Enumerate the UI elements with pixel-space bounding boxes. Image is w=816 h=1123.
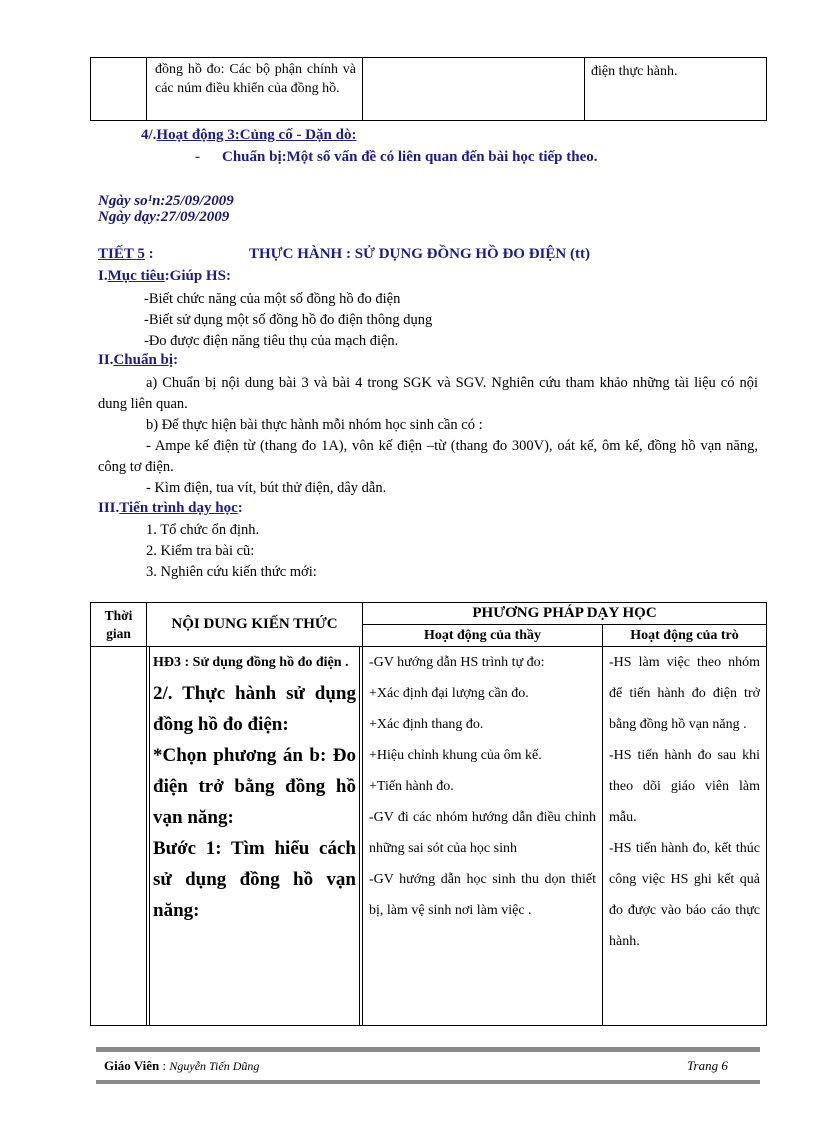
objective-item: -Biết sử dụng một số đồng hồ đo điện thông dụng (144, 312, 433, 328)
header-student: Hoạt động của trò (603, 625, 767, 647)
teacher-line: +Xác định thang đo. (369, 717, 484, 732)
top-table-cell-student: điện thực hành. (585, 58, 767, 121)
activity3-prepare: - Chuẩn bị:Một số vấn đề có liên quan đến bài học tiếp theo. (195, 149, 598, 165)
section2-body (98, 373, 758, 499)
footer-teacher: Giáo Viên : Nguyễn Tiến Dũng (104, 1058, 260, 1073)
lesson-title: THỰC HÀNH : SỬ DỤNG ĐỒNG HỒ ĐO ĐIỆN (tt) (249, 246, 590, 262)
teacher-signature: Nguyễn Tiến Dũng (169, 1059, 260, 1073)
top-table-cell-teacher (363, 58, 585, 121)
cell-student (603, 647, 767, 1026)
content-step1: Bước 1: Tìm hiểu cách sử dụng đồng hồ vạn năng: (153, 838, 356, 921)
prep-a: a) Chuẩn bị nội dung bài 3 và bài 4 trong SGK và SGV. Nghiên cứu tham khảo những tài liệu có nội dung liên quan. (98, 375, 758, 412)
content-hd3: HĐ3 : Sử dụng đồng hồ đo điện . (153, 655, 349, 670)
top-continuation-table (90, 57, 767, 121)
content-practice: 2/. Thực hành sử dụng đồng hồ đo điện: (153, 683, 356, 735)
process-item: 1. Tổ chức ổn định. (146, 522, 260, 538)
prep-b: b) Để thực hiện bài thực hành mỗi nhóm học sinh cần có : (146, 417, 483, 433)
cell-time (91, 647, 147, 1026)
cell-teacher (363, 647, 603, 1026)
objective-item: -Đo được điện năng tiêu thụ của mạch điện. (144, 333, 399, 349)
top-table-cell-time (91, 58, 147, 121)
date-taught: Ngày dạy:27/09/2009 (98, 209, 230, 225)
student-line: -HS làm việc theo nhóm để tiến hành đo điện trở bằng đồng hồ vạn năng . (609, 655, 761, 732)
page-number: Trang 6 (687, 1058, 728, 1073)
teacher-line: +Xác định đại lượng cần đo. (369, 686, 529, 701)
header-teacher: Hoạt động của thầy (363, 625, 603, 647)
footer-rule-bottom (96, 1080, 760, 1084)
objective-item: -Biết chức năng của một số đồng hồ đo điện (144, 291, 401, 307)
teacher-line: +Hiệu chỉnh khung của ôm kế. (369, 748, 542, 763)
date-prepared: Ngày so¹n:25/09/2009 (98, 193, 234, 209)
student-line: -HS tiến hành đo, kết thúc công việc HS ghi kết quả đo được vào báo cáo thực hành. (609, 841, 761, 949)
content-option-b: *Chọn phương án b: Đo điện trở bằng đồng hồ vạn năng: (153, 745, 356, 828)
student-line: -HS tiến hành đo sau khi theo dõi giáo viên làm mẫu. (609, 748, 761, 825)
lesson-number: TIẾT 5 : (98, 246, 154, 262)
activity3-title: Hoạt động 3:Củng cố - Dặn dò: (156, 127, 357, 143)
activity3-heading: 4/.Hoạt động 3:Củng cố - Dặn dò: (141, 127, 357, 143)
teacher-line: -GV hướng dẫn học sinh thu dọn thiết bị, làm vệ sinh nơi làm việc . (369, 872, 596, 918)
section1-heading: I.Mục tiêu:Giúp HS: (98, 268, 231, 284)
header-time: Thời gian (91, 603, 147, 647)
section3-heading: III.Tiến trình dạy học: (98, 500, 243, 516)
section3-list (146, 520, 317, 583)
header-method: PHƯƠNG PHÁP DẠY HỌC (363, 603, 767, 625)
teacher-line: -GV đi các nhóm hướng dẫn điều chỉnh những sai sót của học sinh (369, 810, 596, 856)
footer-rule-top (96, 1047, 760, 1052)
teacher-line: -GV hướng dẫn HS trình tự đo: (369, 655, 545, 670)
cell-content (147, 647, 363, 1026)
prep-b2: - Kìm điện, tua vít, bút thử điện, dây dẫn. (146, 480, 387, 496)
prep-b1: - Ampe kế điện từ (thang đo 1A), vôn kế điện –từ (thang đo 300V), oát kế, ôm kế, đồng hồ vạn năng, công tơ điện. (98, 438, 758, 475)
lesson-table (90, 602, 767, 1026)
process-item: 3. Nghiên cứu kiến thức mới: (146, 564, 317, 580)
section2-heading: II.Chuẩn bị: (98, 352, 179, 368)
top-table-cell-content: đồng hồ đo: Các bộ phận chính và các núm điều khiển của đồng hồ. (147, 58, 363, 121)
header-content: NỘI DUNG KIẾN THỨC (147, 603, 363, 647)
teacher-line: +Tiến hành đo. (369, 779, 454, 794)
process-item: 2. Kiểm tra bài cũ: (146, 543, 255, 559)
section1-list (144, 289, 432, 352)
